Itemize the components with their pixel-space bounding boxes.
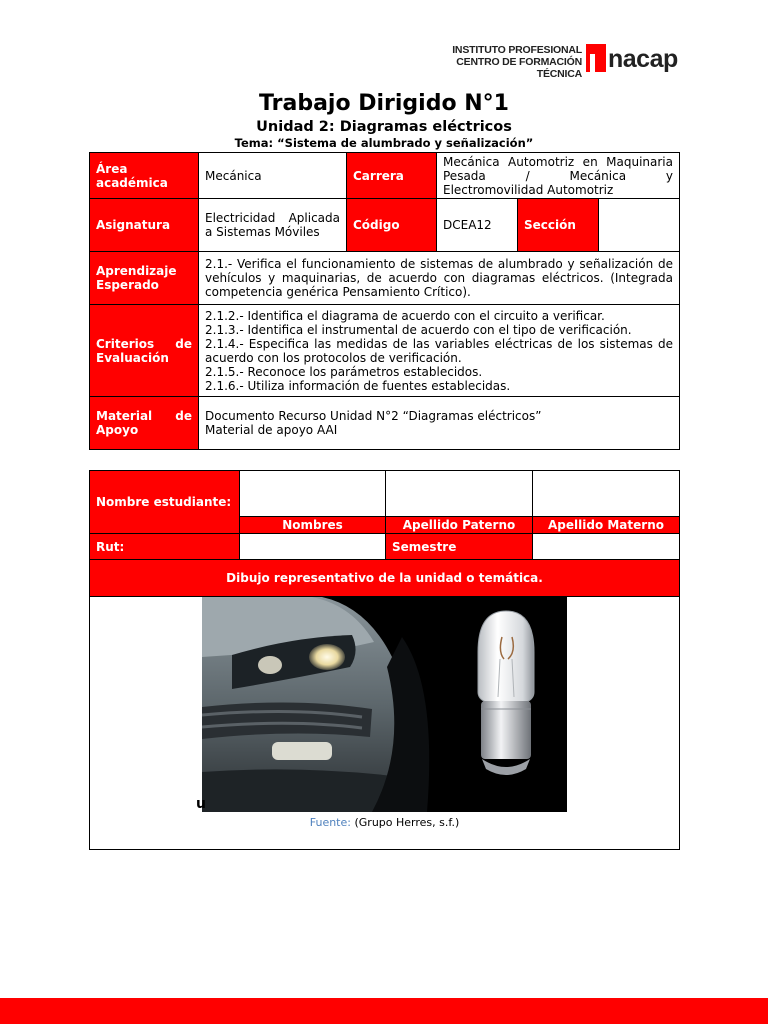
fuente-value: (Grupo Herres, s.f.) [354,816,460,829]
fuente-label: Fuente: [309,816,351,829]
carrera-label: Carrera [347,153,437,199]
table-row [90,597,680,850]
student-table [89,470,680,850]
criterios-label: Criterios de Evaluación [90,305,199,397]
footer-bar [0,998,768,1024]
inacap-mark-icon [586,44,606,72]
table-row [90,153,680,199]
rut-label: Rut: [90,534,240,560]
asignatura-label: Asignatura [90,199,199,252]
rut-field[interactable] [240,534,386,560]
materno-field[interactable] [533,471,680,517]
material-label: Material de Apoyo [90,397,199,450]
tema-line: Tema: “Sistema de alumbrado y señalización” [234,136,534,150]
carrera-value: Mecánica Automotriz en Maquinaria Pesada / Mecánica y Electromovilidad Automotriz [437,153,680,199]
material-value: Documento Recurso Unidad N°2 “Diagramas eléctricos” Material de apoyo AAI [199,397,680,450]
dibujo-title: Dibujo representativo de la unidad o temática. [90,560,680,597]
criterio-item: 2.1.5.- Reconoce los parámetros establecidos. [205,364,483,379]
aprendizaje-label: Aprendizaje Esperado [90,252,199,305]
table-row [90,534,680,560]
criterio-item: 2.1.4.- Especifica las medidas de las variables eléctricas de los sistemas de acuerdo con los protocolos de verificación. [205,336,673,365]
nombre-label: Nombre estudiante: [90,471,240,534]
logo-line-1: INSTITUTO PROFESIONAL [452,44,582,56]
criterio-item: 2.1.6.- Utiliza información de fuentes establecidas. [205,378,511,393]
table-row [90,471,680,517]
stray-char: u [196,796,206,812]
nombres-header: Nombres [240,517,386,534]
criterios-list [199,305,680,397]
criterio-item: 2.1.2.- Identifica el diagrama de acuerdo con el circuito a verificar. [205,308,605,323]
table-row [90,252,680,305]
area-label: Área académica [90,153,199,199]
car-headlight-bulb-photo [202,597,567,812]
aprendizaje-value: 2.1.- Verifica el funcionamiento de sistemas de alumbrado y señalización de vehículos y maquinarias, de acuerdo con diagramas eléctricos. (Integrada competencia genérica Pensamiento Crítico). [199,252,680,305]
inacap-logo [410,42,682,80]
fuente-caption [90,816,679,830]
codigo-value: DCEA12 [437,199,518,252]
semestre-label: Semestre [386,534,533,560]
asignatura-value: Electricidad Aplicada a Sistemas Móviles [199,199,347,252]
logo-word: nacap [608,45,678,73]
seccion-label: Sección [518,199,599,252]
materno-header: Apellido Materno [533,517,680,534]
seccion-value[interactable] [599,199,680,252]
dibujo-cell [90,597,680,850]
semestre-field[interactable] [533,534,680,560]
logo-line-2: CENTRO DE FORMACIÓN TÉCNICA [456,56,582,80]
table-row [90,560,680,597]
course-info-table [89,152,680,450]
area-value: Mecánica [199,153,347,199]
criterio-item: 2.1.3.- Identifica el instrumental de acuerdo con el tipo de verificación. [205,322,632,337]
paterno-header: Apellido Paterno [386,517,533,534]
paterno-field[interactable] [386,471,533,517]
page-title: Trabajo Dirigido N°1 [259,91,509,116]
table-row [90,199,680,252]
codigo-label: Código [347,199,437,252]
page-subtitle: Unidad 2: Diagramas eléctricos [256,119,512,135]
nombres-field[interactable] [240,471,386,517]
table-row [90,397,680,450]
table-row [90,305,680,397]
